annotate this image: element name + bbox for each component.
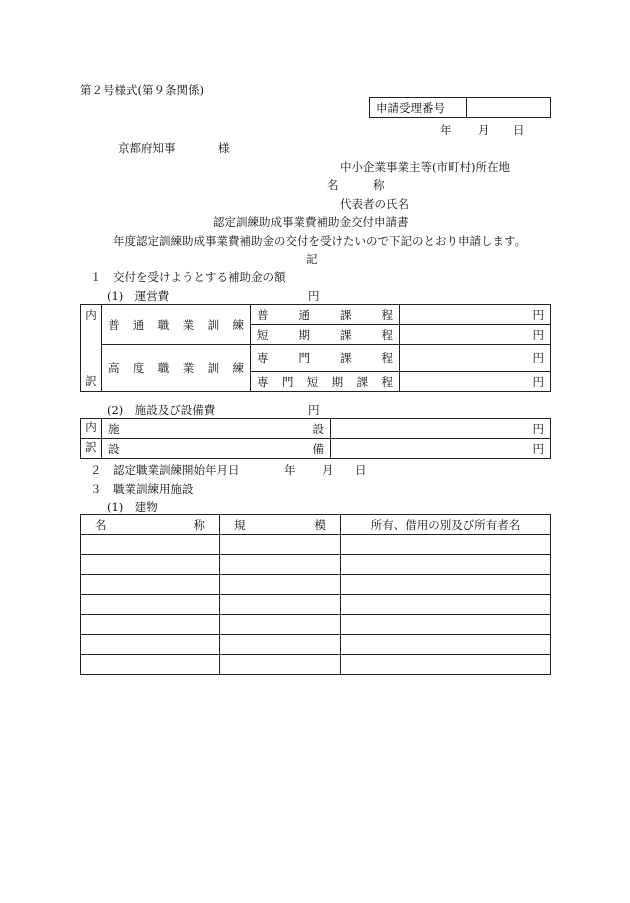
intro-text: 年度認定訓練助成事業費補助金の交付を受けたいので下記のとおり申請します。 [113, 234, 527, 248]
table-row [81, 555, 551, 575]
date-day: 日 [513, 123, 525, 137]
table-cell[interactable] [220, 655, 341, 675]
table-cell[interactable] [220, 575, 341, 595]
course-short-label: 短 期 課 程 [257, 327, 393, 342]
general-training-label: 普 通 職 業 訓 練 [108, 317, 244, 332]
facility-cost-label: (2) 施設及び設備費 [107, 403, 216, 417]
table-row [81, 575, 551, 595]
course-specialized-short-cell [251, 372, 400, 392]
general-training-cell [102, 305, 251, 345]
uchi-label: 内 [85, 308, 97, 322]
addressee-honorific: 様 [218, 141, 230, 155]
start-date-label: ２ 認定職業訓練開始年月日 [90, 463, 240, 477]
table-cell[interactable] [220, 555, 341, 575]
table-cell[interactable] [81, 595, 220, 615]
applicant-name-label: 名 称 [327, 178, 385, 192]
table-cell[interactable] [81, 615, 220, 635]
facility-row-label: 施 設 [108, 421, 324, 436]
operating-cost-table [80, 304, 551, 392]
table-cell[interactable] [341, 535, 551, 555]
receipt-number-label: 申請受理番号 [370, 98, 467, 118]
header-name-label: 名 称 [95, 517, 205, 532]
building-table [80, 514, 551, 675]
course-short-cell [251, 325, 400, 345]
start-date-month: 月 [322, 463, 334, 477]
advanced-training-label: 高 度 職 業 訓 練 [108, 361, 244, 375]
table-cell[interactable] [341, 555, 551, 575]
section3-title: ３ 職業訓練用施設 [90, 482, 194, 496]
equipment-cell [102, 439, 331, 459]
course-specialized-short-label: 専 門 短 期 課 程 [257, 374, 393, 389]
wake-cell: 訳 [81, 439, 102, 459]
building-label: (1) 建物 [107, 500, 158, 514]
table-cell[interactable] [81, 535, 220, 555]
applicant-address-label: 中小企業事業主等(市町村)所在地 [340, 160, 510, 174]
course-specialized-label: 専 門 課 程 [257, 351, 393, 365]
course-specialized-yen[interactable]: 円 [400, 345, 551, 372]
start-date-year: 年 [284, 463, 296, 477]
header-scale [220, 515, 341, 535]
table-cell[interactable] [220, 635, 341, 655]
table-row [81, 615, 551, 635]
uchi-cell: 内 [81, 419, 102, 439]
table-cell[interactable] [341, 655, 551, 675]
facility-cost-yen: 円 [308, 403, 320, 417]
table-cell[interactable] [81, 575, 220, 595]
facility-cost-table [80, 418, 551, 459]
table-cell[interactable] [81, 555, 220, 575]
table-cell[interactable] [220, 535, 341, 555]
facility-yen[interactable]: 円 [331, 419, 551, 439]
table-cell[interactable] [220, 615, 341, 635]
table-cell[interactable] [341, 595, 551, 615]
table-cell[interactable] [220, 595, 341, 615]
course-specialized-cell [251, 345, 400, 372]
table-row [81, 595, 551, 615]
date-month: 月 [478, 123, 490, 137]
equipment-yen[interactable]: 円 [331, 439, 551, 459]
form-number: 第２号様式(第９条関係) [80, 83, 204, 97]
document-title: 認定訓練助成事業費補助金交付申請書 [213, 215, 409, 229]
header-owner: 所有、借用の別及び所有者名 [341, 515, 551, 535]
course-regular-label: 普 通 課 程 [257, 307, 393, 322]
table-cell[interactable] [81, 635, 220, 655]
table-cell[interactable] [341, 575, 551, 595]
start-date-day: 日 [355, 463, 367, 477]
receipt-number-box [369, 97, 551, 118]
section1-title: １ 交付を受けようとする補助金の額 [90, 270, 286, 284]
applicant-rep-label: 代表者の氏名 [340, 197, 409, 211]
operating-cost-label: (1) 運営費 [107, 289, 170, 303]
course-short-yen[interactable]: 円 [400, 325, 551, 345]
facility-cell [102, 419, 331, 439]
date-year: 年 [440, 123, 452, 137]
table-cell[interactable] [341, 615, 551, 635]
table-cell[interactable] [341, 635, 551, 655]
course-specialized-short-yen[interactable]: 円 [400, 372, 551, 392]
operating-cost-yen: 円 [308, 289, 320, 303]
course-regular-yen[interactable]: 円 [400, 305, 551, 325]
ki-heading: 記 [306, 252, 318, 266]
wake-label: 訳 [85, 374, 97, 388]
table-row [81, 535, 551, 555]
table-row [81, 655, 551, 675]
receipt-number-value[interactable] [467, 98, 551, 118]
header-name [81, 515, 220, 535]
table-cell[interactable] [81, 655, 220, 675]
building-table-header [81, 515, 551, 535]
table-row [81, 635, 551, 655]
breakdown-vertical-label [81, 305, 102, 392]
course-regular-cell [251, 305, 400, 325]
equipment-row-label: 設 備 [108, 441, 324, 456]
addressee-name: 京都府知事 [118, 141, 176, 155]
header-scale-label: 規 模 [234, 517, 326, 532]
advanced-training-cell [102, 345, 251, 392]
